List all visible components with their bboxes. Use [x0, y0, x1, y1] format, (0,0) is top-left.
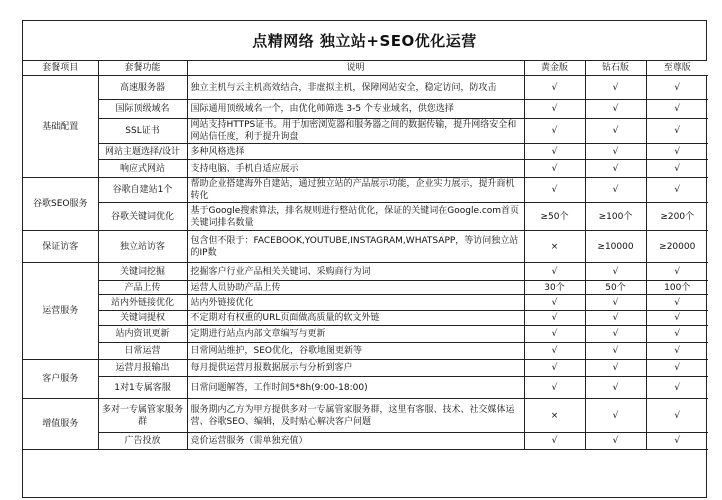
desc-cell: 日常问题解答，工作时间5*8h(9:00-18:00) — [187, 377, 524, 399]
desc-cell: 支持电脑、手机自适应展示 — [187, 160, 524, 178]
feature-cell: 广告投放 — [98, 433, 187, 450]
desc-cell: 每月提供运营月报数据展示与分析到客户 — [187, 360, 524, 377]
gold-cell: √ — [524, 295, 585, 311]
table-row — [23, 311, 708, 326]
table-row — [23, 144, 708, 160]
col-header-gold: 黄金版 — [524, 61, 585, 76]
gold-cell: √ — [524, 433, 585, 450]
table-row — [23, 160, 708, 178]
desc-cell: 日常网站维护，SEO优化，谷歌地图更新等 — [187, 343, 524, 360]
gold-cell: √ — [524, 326, 585, 343]
gold-cell: √ — [524, 311, 585, 326]
table-row — [23, 343, 708, 360]
diamond-cell: ≥100个 — [585, 203, 646, 231]
diamond-cell: √ — [585, 144, 646, 160]
table-row — [23, 119, 708, 144]
diamond-cell: √ — [585, 119, 646, 144]
feature-cell: 产品上传 — [98, 281, 187, 295]
supreme-cell: √ — [646, 178, 708, 203]
supreme-cell: √ — [646, 433, 708, 450]
diamond-cell: √ — [585, 360, 646, 377]
diamond-cell: √ — [585, 433, 646, 450]
feature-cell: 谷歌自建站1个 — [98, 178, 187, 203]
page-title: 点精网络 独立站+SEO优化运营 — [23, 21, 706, 61]
diamond-cell: √ — [585, 178, 646, 203]
supreme-cell: √ — [646, 119, 708, 144]
diamond-cell: √ — [585, 399, 646, 433]
gold-cell: √ — [524, 178, 585, 203]
feature-cell: 国际顶级域名 — [98, 100, 187, 119]
table-row — [23, 76, 708, 100]
desc-cell: 帮助企业搭建海外自建站，通过独立站的产品展示功能，企业实力展示，提升商机转化 — [187, 178, 524, 203]
group-ops: 运营服务 — [23, 263, 98, 360]
pricing-table — [23, 61, 708, 450]
diamond-cell: √ — [585, 343, 646, 360]
gold-cell: √ — [524, 160, 585, 178]
supreme-cell: √ — [646, 399, 708, 433]
table-row — [23, 281, 708, 295]
gold-cell: √ — [524, 263, 585, 281]
col-header-supreme: 至尊版 — [646, 61, 708, 76]
supreme-cell: √ — [646, 311, 708, 326]
supreme-cell: √ — [646, 100, 708, 119]
col-header-item: 套餐项目 — [23, 61, 98, 76]
feature-cell: 响应式网站 — [98, 160, 187, 178]
group-basic: 基础配置 — [23, 76, 98, 178]
gold-cell: √ — [524, 377, 585, 399]
supreme-cell: √ — [646, 377, 708, 399]
gold-cell: √ — [524, 100, 585, 119]
desc-cell: 基于Google搜索算法，排名规则进行整站优化，保证的关键词在Google.com首页关键词排名数量 — [187, 203, 524, 231]
supreme-cell: √ — [646, 263, 708, 281]
gold-cell: 30个 — [524, 281, 585, 295]
supreme-cell: √ — [646, 160, 708, 178]
diamond-cell: √ — [585, 263, 646, 281]
feature-cell: 1对1专属客服 — [98, 377, 187, 399]
desc-cell: 站内外链接优化 — [187, 295, 524, 311]
table-row — [23, 433, 708, 450]
supreme-cell: √ — [646, 76, 708, 100]
gold-cell: √ — [524, 343, 585, 360]
diamond-cell: √ — [585, 295, 646, 311]
desc-cell: 挖掘客户行业产品相关关键词、采购商行为词 — [187, 263, 524, 281]
col-header-diamond: 钻石版 — [585, 61, 646, 76]
diamond-cell: √ — [585, 160, 646, 178]
table-row — [23, 399, 708, 433]
diamond-cell: 50个 — [585, 281, 646, 295]
desc-cell: 运营人员协助产品上传 — [187, 281, 524, 295]
table-row — [23, 178, 708, 203]
pricing-sheet — [22, 20, 707, 498]
group-google-seo: 谷歌SEO服务 — [23, 178, 98, 231]
header-row — [23, 61, 708, 76]
feature-cell: 独立站访客 — [98, 231, 187, 263]
group-value: 增值服务 — [23, 399, 98, 450]
table-row — [23, 360, 708, 377]
desc-cell: 不定期对有权重的URL页面做高质量的软文外链 — [187, 311, 524, 326]
supreme-cell: ≥20000 — [646, 231, 708, 263]
gold-cell: √ — [524, 119, 585, 144]
desc-cell: 竞价运营服务（需单独充值） — [187, 433, 524, 450]
supreme-cell: 100个 — [646, 281, 708, 295]
feature-cell: 关键词提权 — [98, 311, 187, 326]
diamond-cell: √ — [585, 326, 646, 343]
col-header-desc: 说明 — [187, 61, 524, 76]
gold-cell: × — [524, 231, 585, 263]
supreme-cell: √ — [646, 144, 708, 160]
gold-cell: × — [524, 399, 585, 433]
desc-cell: 定期进行站点内部文章编写与更新 — [187, 326, 524, 343]
supreme-cell: √ — [646, 343, 708, 360]
table-row — [23, 326, 708, 343]
gold-cell: ≥50个 — [524, 203, 585, 231]
feature-cell: 运营月报输出 — [98, 360, 187, 377]
diamond-cell: ≥10000 — [585, 231, 646, 263]
feature-cell: 高速服务器 — [98, 76, 187, 100]
table-row — [23, 231, 708, 263]
supreme-cell: √ — [646, 295, 708, 311]
feature-cell: 站内资讯更新 — [98, 326, 187, 343]
feature-cell: 谷歌关键词优化 — [98, 203, 187, 231]
diamond-cell: √ — [585, 311, 646, 326]
feature-cell: 站内外链接优化 — [98, 295, 187, 311]
desc-cell: 国际通用顶级域名一个，由优化师筛选 3-5 个专业域名，供您选择 — [187, 100, 524, 119]
feature-cell: 关键词挖掘 — [98, 263, 187, 281]
diamond-cell: √ — [585, 100, 646, 119]
desc-cell: 独立主机与云主机高效结合，非虚拟主机，保障网站安全，稳定访问，防攻击 — [187, 76, 524, 100]
desc-cell: 包含但不限于：FACEBOOK,YOUTUBE,INSTAGRAM,WHATSAPP，等访问独立站的IP数 — [187, 231, 524, 263]
feature-cell: 日常运营 — [98, 343, 187, 360]
feature-cell: 多对一专属管家服务群 — [98, 399, 187, 433]
supreme-cell: √ — [646, 326, 708, 343]
supreme-cell: ≥200个 — [646, 203, 708, 231]
col-header-feature: 套餐功能 — [98, 61, 187, 76]
table-row — [23, 377, 708, 399]
supreme-cell: √ — [646, 360, 708, 377]
group-customer: 客户服务 — [23, 360, 98, 399]
feature-cell: SSL证书 — [98, 119, 187, 144]
desc-cell: 网站支持HTTPS证书。用于加密浏览器和服务器之间的数据传输，提升网络安全和网站信任度，利于提升询盘 — [187, 119, 524, 144]
gold-cell: √ — [524, 144, 585, 160]
gold-cell: √ — [524, 76, 585, 100]
table-row — [23, 203, 708, 231]
table-row — [23, 100, 708, 119]
group-visit: 保证访客 — [23, 231, 98, 263]
gold-cell: √ — [524, 360, 585, 377]
table-row — [23, 295, 708, 311]
diamond-cell: √ — [585, 76, 646, 100]
desc-cell: 多种风格选择 — [187, 144, 524, 160]
desc-cell: 服务期内乙方为甲方提供多对一专属管家服务群，这里有客服、技术、社交媒体运营、谷歌SEO、编辑，及时贴心解决客户问题 — [187, 399, 524, 433]
diamond-cell: √ — [585, 377, 646, 399]
table-row — [23, 263, 708, 281]
feature-cell: 网站主题选择/设计 — [98, 144, 187, 160]
